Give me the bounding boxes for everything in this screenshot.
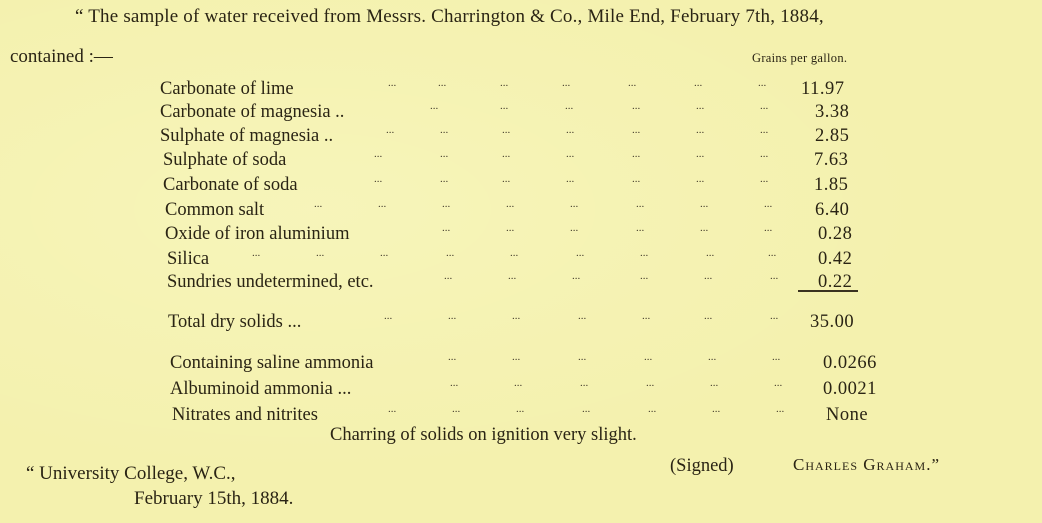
dot-leader: ... xyxy=(636,222,645,234)
row-value: 0.0266 xyxy=(823,353,877,373)
row-value: 0.42 xyxy=(818,249,853,269)
dot-leader: ... xyxy=(632,100,641,112)
row-label-oxide-of-iron-aluminium: Oxide of iron aluminium xyxy=(165,224,350,244)
dot-leader: ... xyxy=(758,77,767,89)
dot-leader: ... xyxy=(388,403,397,415)
row-label-sulphate-of-magnesia: Sulphate of magnesia .. xyxy=(160,126,334,146)
table-row xyxy=(0,353,880,377)
row-value: 35.00 xyxy=(810,312,855,332)
row-label-sundries-undetermined-etc: Sundries undetermined, etc. xyxy=(167,272,374,292)
dot-leader: ... xyxy=(502,173,511,185)
dot-leader: ... xyxy=(570,198,579,210)
table-row xyxy=(0,272,880,296)
dot-leader: ... xyxy=(704,310,713,322)
row-value: 1.85 xyxy=(814,175,849,195)
dot-leader: ... xyxy=(764,222,773,234)
table-row xyxy=(0,379,880,403)
row-label-nitrates-and-nitrites: Nitrates and nitrites xyxy=(172,405,318,425)
dot-leader: ... xyxy=(516,403,525,415)
row-label-carbonate-of-magnesia: Carbonate of magnesia .. xyxy=(160,102,345,122)
dot-leader: ... xyxy=(448,310,457,322)
dot-leader: ... xyxy=(512,310,521,322)
dot-leader: ... xyxy=(512,351,521,363)
table-row xyxy=(0,126,880,150)
row-label-silica: Silica xyxy=(167,249,210,269)
row-value: 6.40 xyxy=(815,200,850,220)
dot-leader: ... xyxy=(508,270,517,282)
row-label-carbonate-of-soda: Carbonate of soda xyxy=(163,175,298,195)
dot-leader: ... xyxy=(770,310,779,322)
row-value: 0.0021 xyxy=(823,379,877,399)
dot-leader: ... xyxy=(760,173,769,185)
dot-leader: ... xyxy=(506,198,515,210)
table-row xyxy=(0,150,880,174)
dot-leader: ... xyxy=(448,351,457,363)
dot-leader: ... xyxy=(440,148,449,160)
row-value: 11.97 xyxy=(801,79,845,99)
dot-leader: ... xyxy=(440,124,449,136)
dot-leader: ... xyxy=(562,77,571,89)
dot-leader: ... xyxy=(442,222,451,234)
table-row xyxy=(0,312,880,336)
dot-leader: ... xyxy=(642,310,651,322)
intro-text: “ The sample of water received from Messrs. Charrington & Co., Mile End, February 7th, 1884, xyxy=(75,6,824,27)
dot-leader: ... xyxy=(776,403,785,415)
dot-leader: ... xyxy=(580,377,589,389)
dot-leader: ... xyxy=(450,377,459,389)
dot-leader: ... xyxy=(696,124,705,136)
dot-leader: ... xyxy=(760,100,769,112)
dot-leader: ... xyxy=(388,77,397,89)
dot-leader: ... xyxy=(768,247,777,259)
dot-leader: ... xyxy=(764,198,773,210)
row-value: 2.85 xyxy=(815,126,850,146)
row-label-total-dry-solids: Total dry solids ... xyxy=(168,312,302,332)
dot-leader: ... xyxy=(646,377,655,389)
dot-leader: ... xyxy=(380,247,389,259)
row-label-common-salt: Common salt xyxy=(165,200,265,220)
dot-leader: ... xyxy=(694,77,703,89)
row-label-carbonate-of-lime: Carbonate of lime xyxy=(160,79,294,99)
dot-leader: ... xyxy=(772,351,781,363)
unit-header: Grains per gallon. xyxy=(752,51,848,65)
dot-leader: ... xyxy=(502,148,511,160)
dot-leader: ... xyxy=(582,403,591,415)
dot-leader: ... xyxy=(628,77,637,89)
dot-leader: ... xyxy=(706,247,715,259)
dot-leader: ... xyxy=(446,247,455,259)
row-label-containing-saline-ammonia: Containing saline ammonia xyxy=(170,353,374,373)
row-value: None xyxy=(826,405,869,425)
dot-leader: ... xyxy=(440,173,449,185)
dot-leader: ... xyxy=(704,270,713,282)
row-label-sulphate-of-soda: Sulphate of soda xyxy=(163,150,287,170)
dot-leader: ... xyxy=(566,124,575,136)
row-label-albuminoid-ammonia: Albuminoid ammonia ... xyxy=(170,379,352,399)
charring-note: Charring of solids on ignition very slight. xyxy=(330,425,637,445)
dot-leader: ... xyxy=(578,310,587,322)
dot-leader: ... xyxy=(640,247,649,259)
row-value: 0.28 xyxy=(818,224,853,244)
dot-leader: ... xyxy=(500,77,509,89)
contained-label: contained :— xyxy=(10,46,113,67)
dot-leader: ... xyxy=(696,148,705,160)
row-value: 0.22 xyxy=(818,272,853,292)
table-row xyxy=(0,200,880,224)
signed-label: (Signed) xyxy=(670,456,734,476)
dot-leader: ... xyxy=(632,173,641,185)
dot-leader: ... xyxy=(374,148,383,160)
dot-leader: ... xyxy=(502,124,511,136)
dot-leader: ... xyxy=(632,124,641,136)
dot-leader: ... xyxy=(710,377,719,389)
dot-leader: ... xyxy=(566,148,575,160)
dot-leader: ... xyxy=(648,403,657,415)
dot-leader: ... xyxy=(430,100,439,112)
sum-rule xyxy=(798,290,858,292)
dot-leader: ... xyxy=(444,270,453,282)
dot-leader: ... xyxy=(452,403,461,415)
dot-leader: ... xyxy=(760,148,769,160)
dot-leader: ... xyxy=(506,222,515,234)
table-row xyxy=(0,249,880,273)
dot-leader: ... xyxy=(774,377,783,389)
dot-leader: ... xyxy=(500,100,509,112)
dot-leader: ... xyxy=(378,198,387,210)
dot-leader: ... xyxy=(316,247,325,259)
dot-leader: ... xyxy=(644,351,653,363)
row-value: 7.63 xyxy=(814,150,849,170)
dot-leader: ... xyxy=(514,377,523,389)
dot-leader: ... xyxy=(566,173,575,185)
dot-leader: ... xyxy=(696,173,705,185)
dot-leader: ... xyxy=(252,247,261,259)
row-value: 3.38 xyxy=(815,102,850,122)
table-row xyxy=(0,224,880,248)
dot-leader: ... xyxy=(510,247,519,259)
dot-leader: ... xyxy=(636,198,645,210)
dot-leader: ... xyxy=(640,270,649,282)
dot-leader: ... xyxy=(374,173,383,185)
dot-leader: ... xyxy=(760,124,769,136)
table-row xyxy=(0,102,880,126)
dot-leader: ... xyxy=(438,77,447,89)
dot-leader: ... xyxy=(770,270,779,282)
dot-leader: ... xyxy=(700,198,709,210)
dot-leader: ... xyxy=(712,403,721,415)
table-row xyxy=(0,175,880,199)
dot-leader: ... xyxy=(700,222,709,234)
dot-leader: ... xyxy=(576,247,585,259)
dot-leader: ... xyxy=(314,198,323,210)
dot-leader: ... xyxy=(384,310,393,322)
college-line: “ University College, W.C., xyxy=(26,463,236,484)
dot-leader: ... xyxy=(570,222,579,234)
dot-leader: ... xyxy=(578,351,587,363)
dot-leader: ... xyxy=(632,148,641,160)
dot-leader: ... xyxy=(442,198,451,210)
dot-leader: ... xyxy=(565,100,574,112)
table-row xyxy=(0,79,880,103)
dot-leader: ... xyxy=(708,351,717,363)
college-date: February 15th, 1884. xyxy=(134,488,294,509)
dot-leader: ... xyxy=(696,100,705,112)
dot-leader: ... xyxy=(572,270,581,282)
signer-name: Charles Graham.” xyxy=(793,455,941,474)
dot-leader: ... xyxy=(386,124,395,136)
